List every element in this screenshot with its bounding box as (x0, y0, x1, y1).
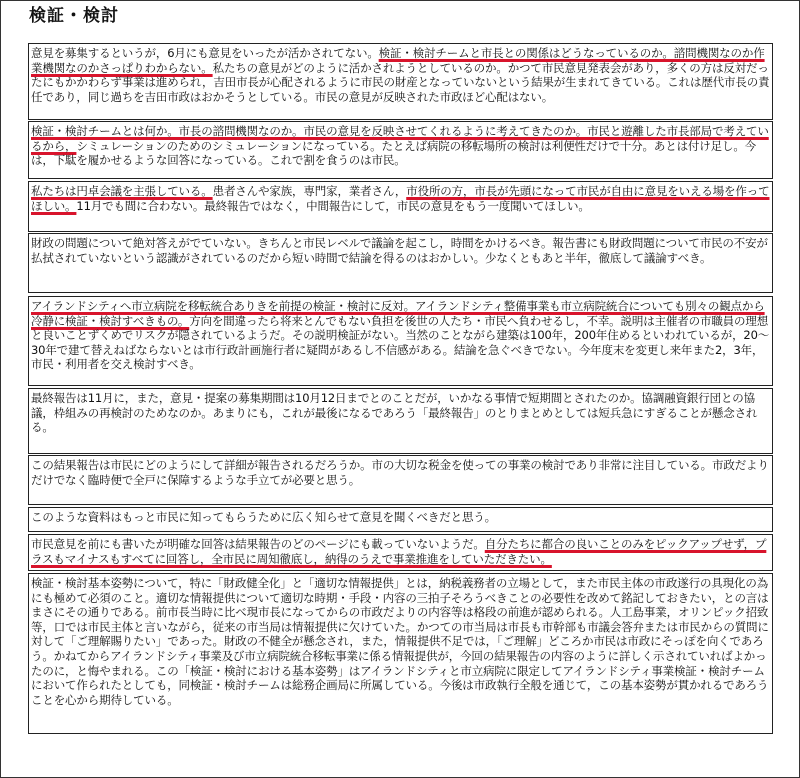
underlined-text: 市役所の方，市長が先頭になって市民が自由に意見をいえる場を作ってほしい。 (31, 184, 770, 213)
comment-text: このような資料はもっと市民に知ってもらうために広く知らせて意見を聞くべきだと思う。 (31, 510, 497, 524)
comment-box-8 (28, 507, 773, 532)
comment-box-4 (28, 233, 773, 293)
comment-box-1 (28, 43, 773, 120)
underlined-text: 検証・検討チームとは何か。市長の諮問機関なのか。市民の意見を反映させてくれるように考えてきたのか。市民と遊離した市長部局で考えているから， (31, 124, 769, 153)
underlined-text: アイランドシティへ市立病院を移転統合ありきを前提の検証・検討に反対。アイランドシティ整備事業も市立病院統合についても別々の観点から冷静に検証・検討すべきもの。 (31, 299, 765, 328)
underlined-text: 自分たちに都合の良いことのみをピックアップせず，プラスもマイナスもすべてに回答し，全市民に周知徹底し，納得のうえで事業推進をしていただきたい。 (31, 537, 767, 566)
comment-box-7 (28, 455, 773, 505)
underlined-text: 私たちは円卓会議を主張している。 (31, 184, 213, 198)
comment-text: 患者さんや家族，専門家，業者さん， (212, 184, 407, 198)
comment-box-10 (28, 573, 773, 734)
comment-box-6 (28, 388, 773, 454)
comment-text: 方向を間違ったら将来とんでもない負担を後世の人たち・市民へ負わせるし，不幸。説明は主催者の市職員の理想と良いことずくめでリスクが隠されているようだ。その説明検証がない。当然のことながら建築は100年，200年住めるといわれているが，20～30年で建て替えねばならないとは市行政計画施行者に疑問があるし不信感がある。結論を急ぐべきでない。今年度末を変更し来年また2，3年，市民・利用者を交え検討すべき。 (31, 313, 770, 372)
comment-box-5 (28, 296, 773, 386)
comment-box-9 (28, 534, 773, 571)
comment-text: 最終報告は11月に，また，意見・提案の募集期間は10月12日までとのことだが，いかなる事情で短期間とされたのか。協調融資銀行団との協議，枠組みの再検討のためなのか。あまりにも，これが最後になるであろう「最終報告」のとりまとめとしては短兵急にすぎることが懸念される。 (31, 391, 758, 435)
comment-text: 意見を募集するというが，6月にも意見をいったが活かされてない。 (31, 46, 379, 60)
comment-text: 市民意見を前にも書いたが明確な回答は結果報告のどのページにも載っていないようだ。 (31, 537, 485, 551)
comment-text: 財政の問題について絶対答えがでていない。きちんと市民レベルで議論を起こし，時間をかけるべき。報告書にも財政問題について市民の不安が払拭されていないという認識がされているのだから短い時間で結論を得るのはおかしい。少なくともあと半年，徹底して議論すべき。 (31, 236, 768, 265)
comment-text: 検証・検討基本姿勢について，特に「財政健全化」と「適切な情報提供」とは，納税義務者の立場として，また市民主体の市政遂行の具現化の為にも極めて必須のこと。適切な情報提供について適切な時期・手段・内容の三拍子そろうべきことの必要性を改めて銘記しておきたい，との言はまさにその通りである。前市長当時に比べ現市長になってからの市政だよりの内容等は格段の前進が認められる。人工島事業，オリンピック招致等，口では市民主体と言いながら，従来の市当局は情報提供に欠けていた。かつての市当局は市長も市幹部も市議会答弁または市民からの質問に対して「ご理解賜りたい」であった。財政の不健全が懸念され，また，情報提供不足では，「ご理解」どころか市民は市政にそっぽを向くであろう。かねてからアイランドシティ事業及び市立病院統合移転事業に係る情報提供が，今回の結果報告の内容のように詳しく示されていればよかったのに，と悔やまれる。この「検証・検討における基本姿勢」はアイランドシティと市立病院に限定してアイランドシティ事業検証・検討チームにおいて作られたとしても，同検証・検討チームは総務企画局に所属している。今後は市政執行全般を通じて，この基本姿勢が貫かれるであろうことを心から期待している。 (31, 576, 769, 707)
comment-text: 私たちの意見がどのように活かされようとしているのか。かつて市民意見発表会があり，多くの方は反対だったにもかかわらず事業は進められ，吉田市長が心配されるように市民の財産となっていないという結果が生まれてきている。これは歴代市長の責任であり，同じ過ちを吉田市政はおかそうとしている。市民の意見が反映された市政ほど心配はない。 (31, 60, 770, 104)
page-title: 検証・検討 (29, 6, 119, 26)
underlined-text: 検証・検討チームと市長との関係はどうなっているのか。諮問機関なのか作業機関なのかさっぱりわからない。 (31, 46, 765, 75)
comment-text: 11月でも間に合わない。最終報告ではなく，中間報告にして，市民の意見をもう一度聞いてほしい。 (76, 198, 590, 213)
comment-text: この結果報告は市民にどのようにして詳細が報告されるだろうか。市の大切な税金を使っての事業の検討であり非常に注目している。市政だよりだけでなく臨時便で全戸に保障するような手立てが必要と思う。 (31, 458, 769, 487)
comment-text: シミュレーションのためのシミュレーションになっている。たとえば病院の移転場所の検討は利便性だけで十分。あとは付け足し。今は，下駄を履かせるような回答になっている。これで割を食うのは市民。 (31, 138, 757, 168)
comment-box-3 (28, 181, 773, 232)
comment-box-2 (28, 121, 773, 179)
